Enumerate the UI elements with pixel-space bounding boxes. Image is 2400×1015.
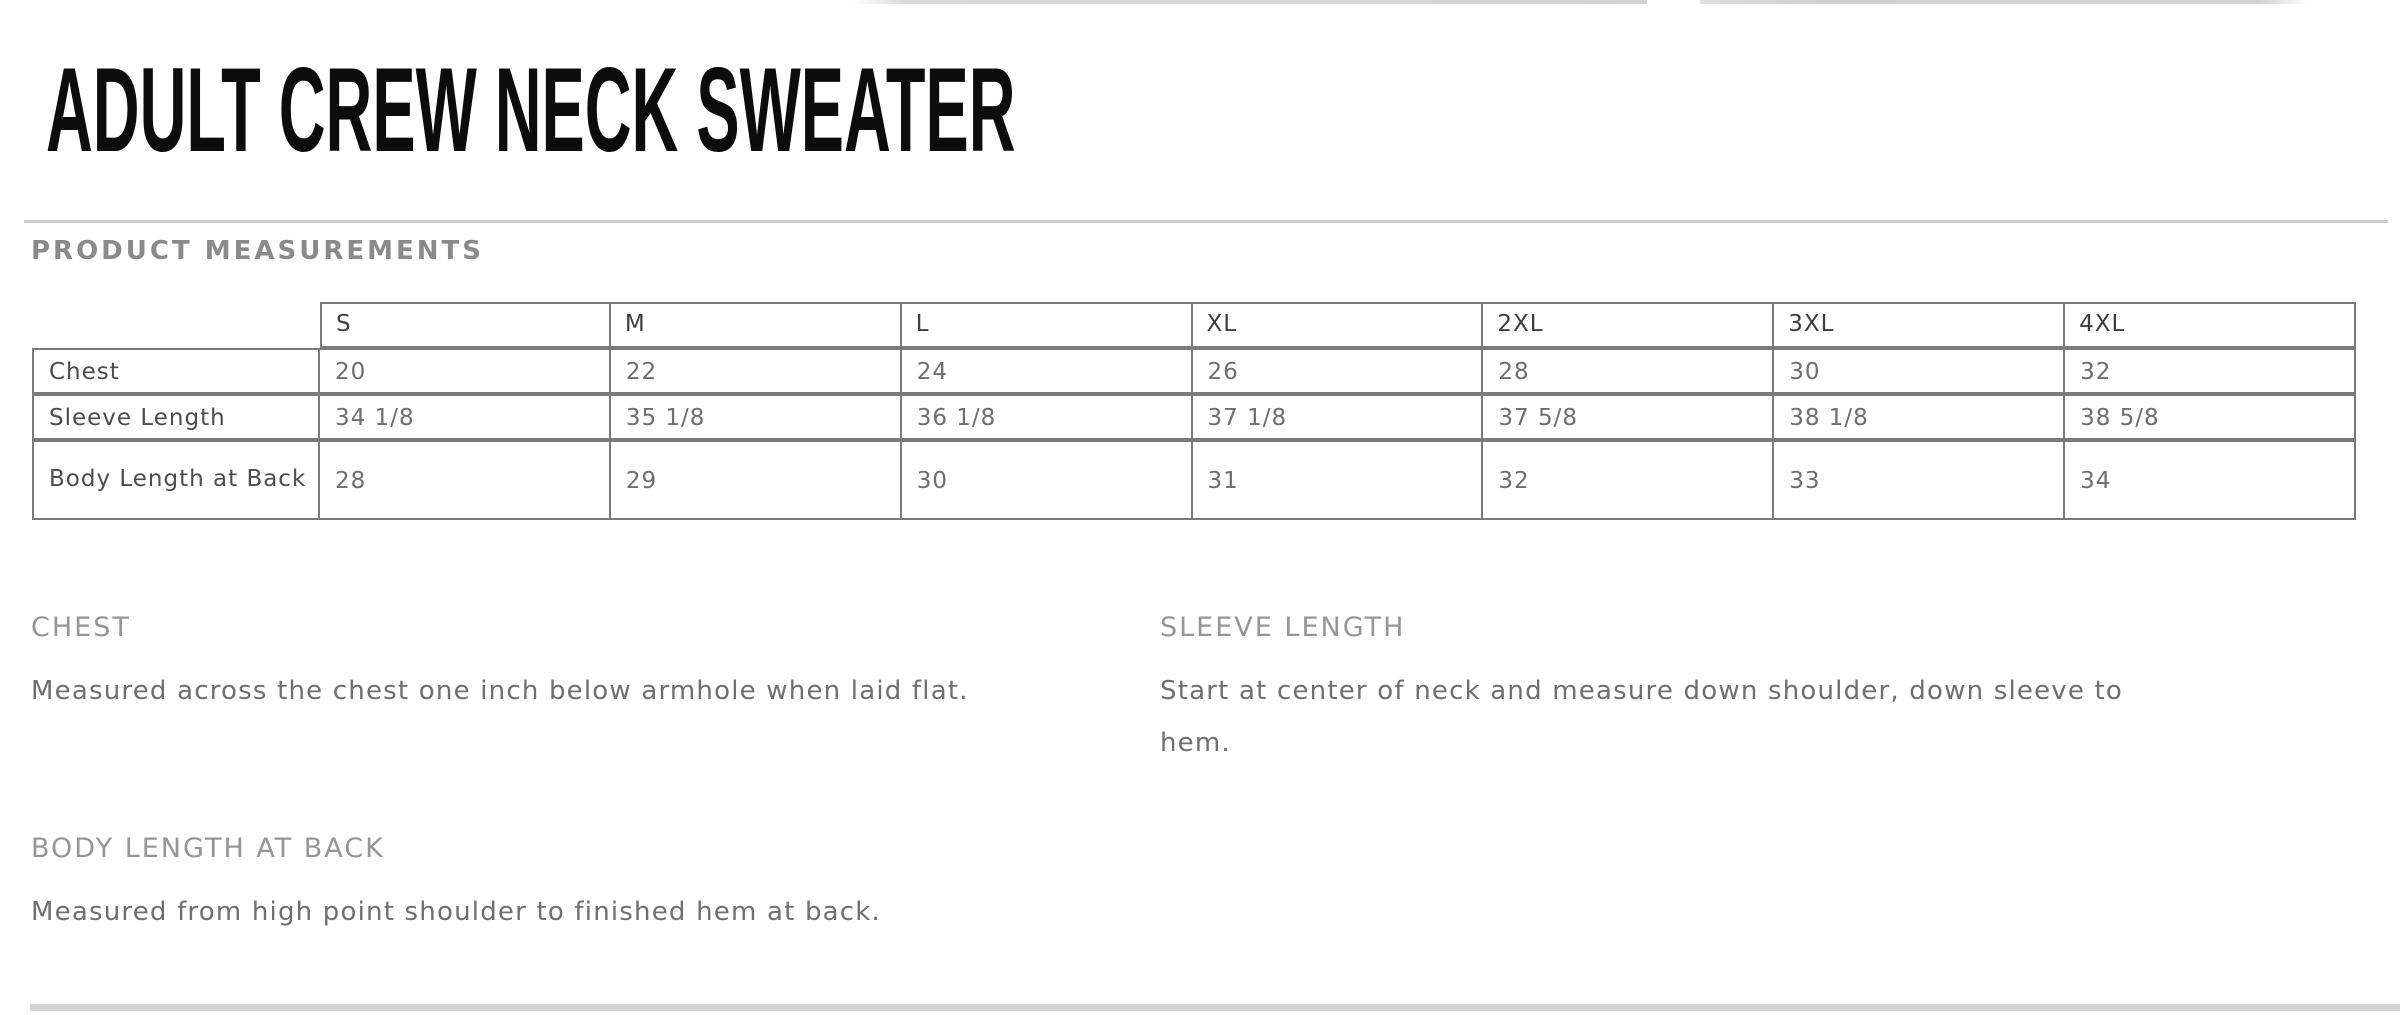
measurement-cell: 37 1/8 xyxy=(1193,394,1484,440)
measurement-cell: 30 xyxy=(902,440,1193,520)
definition-body-text: Measured from high point shoulder to finished hem at back. xyxy=(31,897,881,927)
top-edge-artifact-left xyxy=(852,0,1647,4)
row-label-body-length: Body Length at Back xyxy=(32,440,320,520)
measurement-cell: 28 xyxy=(1483,348,1774,394)
definition-body-length-at-back xyxy=(31,833,1131,938)
section-divider xyxy=(24,220,2388,223)
measurement-cell: 38 5/8 xyxy=(2065,394,2356,440)
definition-sleeve-text: Start at center of neck and measure down shoulder, down sleeve to hem. xyxy=(1160,676,2124,758)
measurement-cell: 28 xyxy=(320,440,611,520)
definition-chest-heading: CHEST xyxy=(31,612,131,643)
bottom-divider-bar xyxy=(30,1004,2400,1011)
corner-cell xyxy=(32,302,320,348)
row-label-sleeve-length: Sleeve Length xyxy=(32,394,320,440)
definition-chest xyxy=(31,612,1131,717)
table-row-chest xyxy=(32,348,2356,394)
table-row-sleeve-length xyxy=(32,394,2356,440)
row-label-chest: Chest xyxy=(32,348,320,394)
measurement-cell: 29 xyxy=(611,440,902,520)
measurement-cell: 33 xyxy=(1774,440,2065,520)
measurement-cell: 36 1/8 xyxy=(902,394,1193,440)
column-header-s: S xyxy=(320,302,611,348)
column-header-m: M xyxy=(611,302,902,348)
definition-sleeve-heading: SLEEVE LENGTH xyxy=(1160,612,1406,643)
measurement-cell: 34 xyxy=(2065,440,2356,520)
column-header-2xl: 2XL xyxy=(1483,302,1774,348)
column-header-xl: XL xyxy=(1193,302,1484,348)
definition-body-heading: BODY LENGTH AT BACK xyxy=(31,833,385,864)
measurement-cell: 32 xyxy=(1483,440,1774,520)
column-header-l: L xyxy=(902,302,1193,348)
section-heading: PRODUCT MEASUREMENTS xyxy=(31,236,484,266)
measurement-cell: 22 xyxy=(611,348,902,394)
definition-chest-text: Measured across the chest one inch below armhole when laid flat. xyxy=(31,676,969,706)
column-header-4xl: 4XL xyxy=(2065,302,2356,348)
measurement-cell: 20 xyxy=(320,348,611,394)
measurement-cell: 35 1/8 xyxy=(611,394,902,440)
measurement-cell: 26 xyxy=(1193,348,1484,394)
measurement-cell: 32 xyxy=(2065,348,2356,394)
page-title: ADULT CREW NECK SWEATER xyxy=(46,43,1016,177)
column-header-3xl: 3XL xyxy=(1774,302,2065,348)
table-row-body-length-at-back xyxy=(32,440,2356,520)
table-header-row xyxy=(32,302,2356,348)
measurement-cell: 34 1/8 xyxy=(320,394,611,440)
measurement-cell: 37 5/8 xyxy=(1483,394,1774,440)
definition-sleeve-length xyxy=(1160,612,2200,769)
measurement-cell: 30 xyxy=(1774,348,2065,394)
top-edge-artifact-right xyxy=(1700,0,2308,4)
measurement-cell: 31 xyxy=(1193,440,1484,520)
measurement-cell: 24 xyxy=(902,348,1193,394)
measurements-table xyxy=(32,302,2356,520)
measurement-cell: 38 1/8 xyxy=(1774,394,2065,440)
